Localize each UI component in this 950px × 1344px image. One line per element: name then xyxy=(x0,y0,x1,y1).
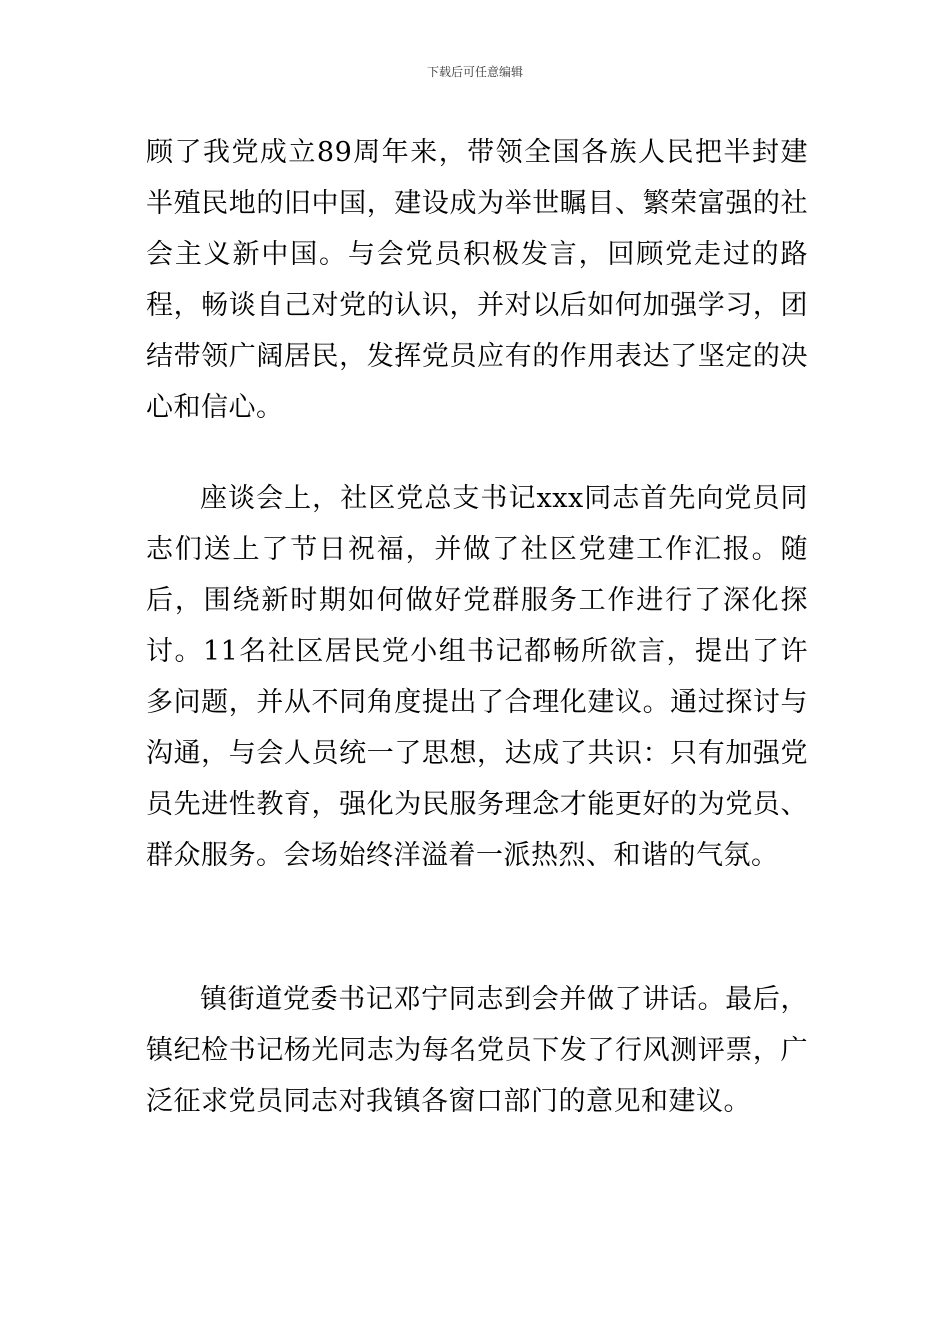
page-header-note: 下载后可任意编辑 xyxy=(426,65,523,79)
paragraph-block-3 xyxy=(146,974,808,1127)
paragraph-block-2 xyxy=(146,473,808,881)
body-paragraph: 座谈会上，社区党总支书记xxx同志首先向党员同志们送上了节日祝福，并做了社区党建工作汇报。随后，围绕新时期如何做好党群服务工作进行了深化探讨。11名社区居民党小组书记都畅所欲言，提出了许多问题，并从不同角度提出了合理化建议。通过探讨与沟通，与会人员统一了思想，达成了共识：只有加强党员先进性教育，强化为民服务理念才能更好的为党员、群众服务。会场始终洋溢着一派热烈、和谐的气氛。 xyxy=(146,483,808,871)
body-paragraph: 镇街道党委书记邓宁同志到会并做了讲话。最后，镇纪检书记杨光同志为每名党员下发了行风测评票，广泛征求党员同志对我镇各窗口部门的意见和建议。 xyxy=(146,984,808,1117)
paragraph-block-1 xyxy=(146,127,808,433)
body-paragraph: 顾了我党成立89周年来，带领全国各族人民把半封建半殖民地的旧中国，建设成为举世瞩目、繁荣富强的社会主义新中国。与会党员积极发言，回顾党走过的路程，畅谈自己对党的认识，并对以后如何加强学习，团结带领广阔居民，发挥党员应有的作用表达了坚定的决心和信心。 xyxy=(146,137,808,423)
